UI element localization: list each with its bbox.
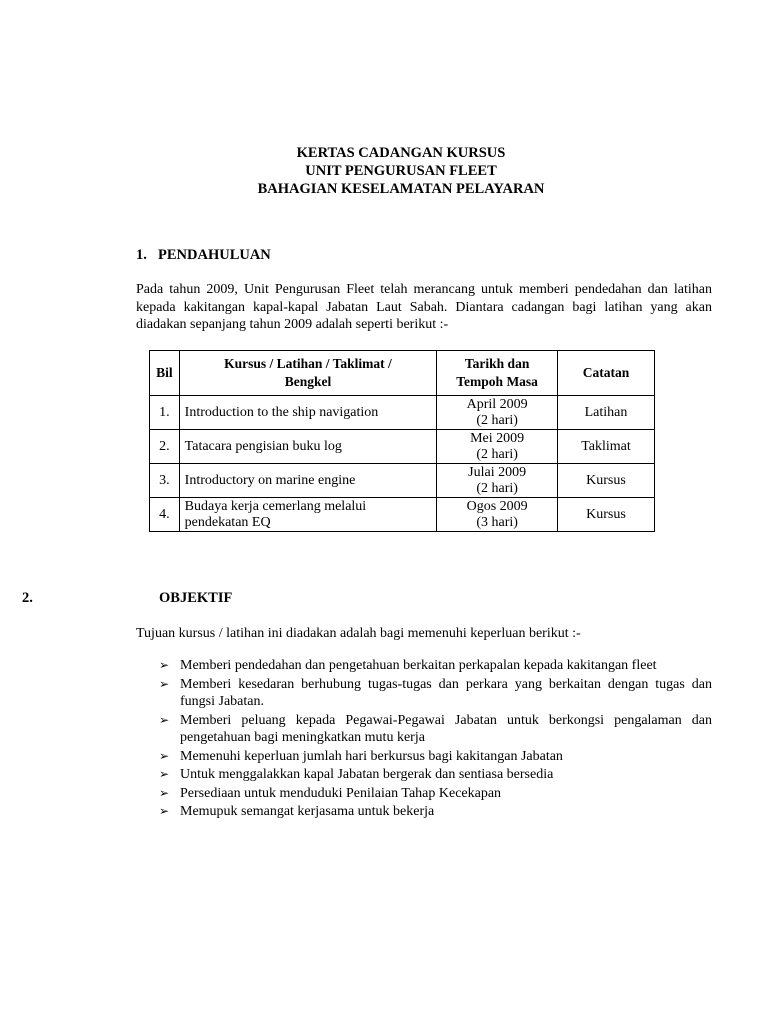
cell-bil: 4.: [150, 498, 180, 532]
list-item: [159, 657, 712, 675]
list-item-text: Memberi peluang kepada Pegawai-Pegawai Jabatan untuk berkongsi pengalaman dan pengetahuan bagi meningkatkan mutu kerja: [180, 712, 712, 745]
cell-bil: 2.: [150, 430, 180, 464]
list-item-text: Memupuk semangat kerjasama untuk bekerja: [180, 804, 435, 819]
arrow-bullet-icon: ➢: [159, 785, 170, 800]
cell-kursus-line-1: Budaya kerja cemerlang melalui: [184, 498, 367, 514]
cell-tarikh: [437, 498, 558, 532]
cell-kursus-line-1: Introduction to the ship navigation: [184, 404, 379, 420]
section-2-title: OBJEKTIF: [159, 590, 233, 606]
arrow-bullet-icon: ➢: [159, 712, 170, 727]
header-tarikh-line-2: Tempoh Masa: [456, 374, 538, 389]
arrow-bullet-icon: ➢: [159, 767, 170, 781]
header-kursus: [179, 351, 437, 396]
cell-tarikh-duration: (2 hari): [476, 480, 518, 496]
arrow-bullet-icon: ➢: [159, 676, 170, 691]
cell-tarikh: [437, 464, 558, 498]
list-item-text: Memberi pendedahan dan pengetahuan berkaitan perkapalan kepada kakitangan fleet: [180, 658, 657, 673]
objectives-list: [159, 657, 712, 822]
section-1-heading: [136, 247, 271, 264]
header-tarikh: [437, 351, 558, 396]
cell-bil: 3.: [150, 464, 180, 498]
cell-kursus-line-1: Tatacara pengisian buku log: [184, 438, 342, 454]
cell-tarikh-month: Julai 2009: [468, 464, 527, 480]
cell-kursus: [179, 396, 437, 430]
course-table: [149, 350, 655, 532]
cell-catatan: Taklimat: [557, 430, 654, 464]
cell-tarikh-month: April 2009: [466, 396, 528, 412]
arrow-bullet-icon: ➢: [159, 658, 170, 672]
list-item: [159, 803, 712, 821]
cell-tarikh: [437, 430, 558, 464]
header-bil: Bil: [150, 351, 180, 396]
cell-bil: 1.: [150, 396, 180, 430]
list-item: [159, 676, 712, 711]
cell-tarikh-duration: (2 hari): [476, 412, 518, 428]
section-1-title: PENDAHULUAN: [158, 247, 271, 263]
list-item-text: Memenuhi keperluan jumlah hari berkursus bagi kakitangan Jabatan: [180, 748, 563, 764]
cell-tarikh-month: Mei 2009: [470, 430, 525, 446]
cell-catatan: Kursus: [557, 498, 654, 532]
list-item: [159, 785, 712, 803]
document-title-line-2: UNIT PENGURUSAN FLEET: [305, 163, 497, 179]
cell-tarikh-month: Ogos 2009: [466, 498, 528, 514]
document-title-line-1: KERTAS CADANGAN KURSUS: [296, 145, 506, 161]
table-row: [150, 430, 655, 464]
list-item-text: Untuk menggalakkan kapal Jabatan bergerak dan sentiasa bersedia: [180, 767, 554, 782]
cell-kursus: [179, 430, 437, 464]
list-item: [159, 712, 712, 747]
cell-kursus: [179, 464, 437, 498]
cell-tarikh-duration: (2 hari): [476, 446, 518, 462]
header-tarikh-line-1: Tarikh dan: [464, 356, 530, 371]
section-2-intro: Tujuan kursus / latihan ini diadakan adalah bagi memenuhi keperluan berikut :-: [136, 626, 581, 641]
header-kursus-line-2: Bengkel: [284, 374, 332, 389]
arrow-bullet-icon: ➢: [159, 804, 170, 818]
section-2-number: 2.: [22, 590, 33, 606]
document-title-block: [0, 144, 768, 198]
cell-kursus: [179, 498, 437, 532]
table-row: [150, 464, 655, 498]
table-row: [150, 498, 655, 532]
section-1-paragraph: Pada tahun 2009, Unit Pengurusan Fleet telah merancang untuk memberi pendedahan dan latihan kepada kakitangan kapal-kapal Jabatan Laut Sabah. Diantara cadangan bagi latihan yang akan diadakan sepanjang tahun 2009 adalah seperti berikut :-: [136, 282, 712, 332]
header-kursus-line-1: Kursus / Latihan / Taklimat /: [224, 356, 392, 371]
arrow-bullet-icon: ➢: [159, 748, 170, 763]
header-catatan: Catatan: [557, 351, 654, 396]
table-row: [150, 396, 655, 430]
list-item: [159, 748, 712, 766]
list-item-text: Memberi kesedaran berhubung tugas-tugas dan perkara yang berkaitan dengan tugas dan fungsi Jabatan.: [180, 676, 712, 709]
table-header-row: [150, 351, 655, 396]
cell-catatan: Kursus: [557, 464, 654, 498]
section-1-number: 1.: [136, 247, 147, 263]
cell-tarikh: [437, 396, 558, 430]
cell-kursus-line-1: Introductory on marine engine: [184, 472, 356, 488]
cell-tarikh-duration: (3 hari): [476, 514, 518, 530]
cell-kursus-line-2: pendekatan EQ: [184, 514, 271, 530]
list-item-text: Persediaan untuk menduduki Penilaian Tahap Kecekapan: [180, 785, 502, 801]
cell-catatan: Latihan: [557, 396, 654, 430]
list-item: [159, 766, 712, 784]
document-title-line-3: BAHAGIAN KESELAMATAN PELAYARAN: [257, 181, 545, 197]
